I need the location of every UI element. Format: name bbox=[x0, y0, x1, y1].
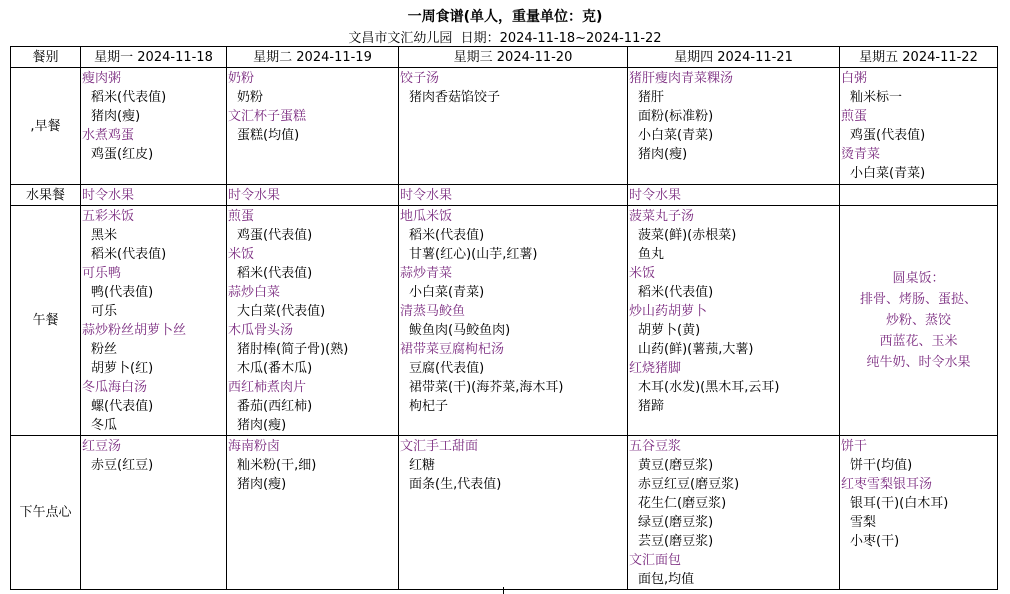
dish-name: 五谷豆浆 bbox=[629, 439, 682, 454]
ingredient-item: 猪蹄 bbox=[638, 399, 665, 414]
ingredient-item: 螺(代表值) bbox=[91, 399, 154, 414]
ingredient-item: 银耳(干)(白木耳) bbox=[850, 496, 949, 511]
ingredient-item: 籼米粉(干,细) bbox=[237, 458, 317, 473]
dish-name: 蒜炒粉丝胡萝卜丝 bbox=[82, 323, 187, 338]
dish-name: 西红柿煮肉片 bbox=[228, 380, 307, 395]
dish-list bbox=[628, 436, 839, 589]
dish-name: 文汇面包 bbox=[629, 553, 682, 568]
dish-list bbox=[399, 206, 627, 416]
ingredient-item: 冬瓜 bbox=[91, 418, 118, 433]
menu-cell bbox=[399, 185, 628, 206]
dish-name: 文汇手工甜面 bbox=[400, 439, 479, 454]
ingredient-item: 赤豆(红豆) bbox=[91, 458, 154, 473]
ingredient-item: 可乐 bbox=[91, 304, 118, 319]
dish-name: 冬瓜海白汤 bbox=[82, 380, 148, 395]
dish-name: 煎蛋 bbox=[228, 209, 255, 224]
ingredient-item: 稻米(代表值) bbox=[237, 266, 313, 281]
dish-name: 奶粉 bbox=[228, 71, 255, 86]
menu-cell bbox=[227, 436, 399, 590]
ingredient-item: 花生仁(磨豆浆) bbox=[638, 496, 727, 511]
page-title: 一周食谱(单人，重量单位：克) bbox=[407, 9, 603, 25]
date-info bbox=[461, 31, 662, 46]
ingredient-item: 小白菜(青菜) bbox=[409, 285, 485, 300]
dish-list bbox=[81, 185, 226, 205]
dish-name: 饼干 bbox=[841, 439, 868, 454]
dish-name: 蒜炒白菜 bbox=[228, 285, 281, 300]
dish-list bbox=[840, 436, 997, 551]
ingredient-item: 鸡蛋(代表值) bbox=[237, 228, 313, 243]
page-subtitle bbox=[0, 27, 1010, 46]
ingredient-item: 木瓜(番木瓜) bbox=[237, 361, 313, 376]
ingredient-item: 红糖 bbox=[409, 458, 436, 473]
dish-list bbox=[81, 206, 226, 435]
meal-label-lunch: 午餐 bbox=[11, 206, 81, 436]
meal-label-breakfast: ,早餐 bbox=[11, 68, 81, 185]
dish-name: 时令水果 bbox=[82, 188, 135, 203]
ingredient-item: 黄豆(磨豆浆) bbox=[638, 458, 714, 473]
day-header-tue: 星期二 2024-11-19 bbox=[227, 47, 399, 68]
dish-name: 海南粉卤 bbox=[228, 439, 281, 454]
ingredient-item: 猪肉(瘦) bbox=[91, 109, 141, 124]
dish-list bbox=[81, 436, 226, 475]
menu-cell bbox=[628, 206, 840, 436]
menu-cell bbox=[628, 436, 840, 590]
dish-name: 白粥 bbox=[841, 71, 868, 86]
ingredient-item: 黑米 bbox=[91, 228, 118, 243]
dish-list bbox=[399, 436, 627, 494]
ingredient-item: 奶粉 bbox=[237, 90, 264, 105]
ingredient-item: 籼米标一 bbox=[850, 90, 903, 105]
breakfast-row bbox=[11, 68, 998, 185]
ingredient-item: 胡萝卜(红) bbox=[91, 361, 154, 376]
ingredient-item: 鱼丸 bbox=[638, 247, 665, 262]
ingredient-item: 鸡蛋(红皮) bbox=[91, 147, 154, 162]
dish-name: 裙带菜豆腐枸杞汤 bbox=[400, 342, 505, 357]
dish-name: 瘦肉粥 bbox=[82, 71, 122, 86]
combo-meal-cell bbox=[840, 206, 998, 436]
day-header-wed: 星期三 2024-11-20 bbox=[399, 47, 628, 68]
meal-column-header: 餐别 bbox=[11, 47, 81, 68]
menu-cell bbox=[628, 185, 840, 206]
dish-list bbox=[81, 68, 226, 164]
dish-list bbox=[227, 68, 398, 145]
ingredient-item: 木耳(水发)(黑木耳,云耳) bbox=[638, 380, 780, 395]
ingredient-item: 稻米(代表值) bbox=[91, 90, 167, 105]
meal-label-snack: 下午点心 bbox=[11, 436, 81, 590]
menu-cell bbox=[840, 185, 998, 206]
ingredient-item: 山药(鲜)(薯蓣,大薯) bbox=[638, 342, 754, 357]
dish-name: 清蒸马鲛鱼 bbox=[400, 304, 466, 319]
ingredient-item: 小白菜(青菜) bbox=[850, 166, 926, 181]
ingredient-item: 小枣(干) bbox=[850, 534, 900, 549]
dish-list bbox=[628, 68, 839, 164]
dish-name: 蒜炒青菜 bbox=[400, 266, 453, 281]
menu-cell bbox=[399, 68, 628, 185]
ingredient-item: 豆腐(代表值) bbox=[409, 361, 485, 376]
day-header-thu: 星期四 2024-11-21 bbox=[628, 47, 840, 68]
dish-name: 菠菜丸子汤 bbox=[629, 209, 695, 224]
dish-name: 地瓜米饭 bbox=[400, 209, 453, 224]
ingredient-item: 裙带菜(干)(海芥菜,海木耳) bbox=[409, 380, 564, 395]
meal-label-fruit: 水果餐 bbox=[11, 185, 81, 206]
menu-cell bbox=[840, 68, 998, 185]
ingredient-item: 甘薯(红心)(山芋,红薯) bbox=[409, 247, 538, 262]
dish-list bbox=[227, 185, 398, 205]
menu-cell bbox=[81, 436, 227, 590]
dish-name: 木瓜骨头汤 bbox=[228, 323, 294, 338]
ingredient-item: 蛋糕(均值) bbox=[237, 128, 300, 143]
ingredient-item: 猪肉(瘦) bbox=[237, 477, 287, 492]
ingredient-item: 芸豆(磨豆浆) bbox=[638, 534, 714, 549]
dish-name: 米饭 bbox=[228, 247, 255, 262]
dish-list bbox=[399, 68, 627, 107]
date-range: 2024-11-18~2024-11-22 bbox=[499, 31, 662, 46]
ingredient-item: 猪肉(瘦) bbox=[237, 418, 287, 433]
ingredient-item: 番茄(西红柿) bbox=[237, 399, 313, 414]
dish-list bbox=[227, 436, 398, 494]
ingredient-item: 小白菜(青菜) bbox=[638, 128, 714, 143]
dish-name: 猪肝瘦肉青菜粿汤 bbox=[629, 71, 734, 86]
menu-cell bbox=[628, 68, 840, 185]
dish-name: 时令水果 bbox=[400, 188, 453, 203]
ingredient-item: 雪梨 bbox=[850, 515, 877, 530]
table-header-row bbox=[11, 47, 998, 68]
dish-name: 水煮鸡蛋 bbox=[82, 128, 135, 143]
ingredient-item: 鸡蛋(代表值) bbox=[850, 128, 926, 143]
menu-cell bbox=[227, 68, 399, 185]
dish-name: 红豆汤 bbox=[82, 439, 122, 454]
ingredient-item: 面粉(标准粉) bbox=[638, 109, 714, 124]
menu-cell bbox=[81, 185, 227, 206]
dish-name: 红枣雪梨银耳汤 bbox=[841, 477, 933, 492]
ingredient-item: 猪肝 bbox=[638, 90, 665, 105]
ingredient-item: 稻米(代表值) bbox=[91, 247, 167, 262]
ingredient-item: 面条(生,代表值) bbox=[409, 477, 502, 492]
school-name: 文昌市文汇幼儿园 bbox=[348, 31, 453, 46]
dish-name: 米饭 bbox=[629, 266, 656, 281]
dish-list bbox=[840, 68, 997, 183]
dish-name: 炒山药胡萝卜 bbox=[629, 304, 708, 319]
menu-cell bbox=[227, 206, 399, 436]
dish-name: 红烧猪脚 bbox=[629, 361, 682, 376]
dish-name: 饺子汤 bbox=[400, 71, 440, 86]
dish-name: 文汇杯子蛋糕 bbox=[228, 109, 307, 124]
ingredient-item: 鲅鱼肉(马鲛鱼肉) bbox=[409, 323, 511, 338]
ingredient-item: 绿豆(磨豆浆) bbox=[638, 515, 714, 530]
dish-name: 时令水果 bbox=[228, 188, 281, 203]
ingredient-item: 猪肉(瘦) bbox=[638, 147, 688, 162]
weekly-menu-table bbox=[10, 46, 998, 590]
day-header-fri: 星期五 2024-11-22 bbox=[840, 47, 998, 68]
ingredient-item: 大白菜(代表值) bbox=[237, 304, 326, 319]
day-header-mon: 星期一 2024-11-18 bbox=[81, 47, 227, 68]
ingredient-item: 猪肉香菇馅饺子 bbox=[409, 90, 501, 105]
dish-list bbox=[628, 206, 839, 416]
ingredient-item: 猪肘棒(简子骨)(熟) bbox=[237, 342, 349, 357]
dish-name: 五彩米饭 bbox=[82, 209, 135, 224]
ingredient-item: 粉丝 bbox=[91, 342, 118, 357]
menu-cell bbox=[399, 206, 628, 436]
ingredient-item: 枸杞子 bbox=[409, 399, 449, 414]
date-label: 日期： bbox=[460, 31, 500, 46]
ingredient-item: 面包,均值 bbox=[638, 572, 695, 587]
ingredient-item: 稻米(代表值) bbox=[409, 228, 485, 243]
menu-cell bbox=[227, 185, 399, 206]
page-edge-mark bbox=[503, 587, 504, 594]
ingredient-item: 鸭(代表值) bbox=[91, 285, 154, 300]
snack-row bbox=[11, 436, 998, 590]
ingredient-item: 菠菜(鲜)(赤根菜) bbox=[638, 228, 737, 243]
dish-list bbox=[227, 206, 398, 435]
ingredient-item: 饼干(均值) bbox=[850, 458, 913, 473]
fruit-row bbox=[11, 185, 998, 206]
menu-cell bbox=[840, 436, 998, 590]
combo-line: 纯牛奶、时令水果 bbox=[866, 355, 971, 370]
ingredient-item: 赤豆红豆(磨豆浆) bbox=[638, 477, 740, 492]
combo-label: 圆桌饭： bbox=[892, 271, 945, 286]
dish-list bbox=[399, 185, 627, 205]
menu-cell bbox=[81, 206, 227, 436]
combo-line: 炒粉、蒸饺 bbox=[885, 313, 951, 328]
dish-list bbox=[628, 185, 839, 205]
dish-name: 烫青菜 bbox=[841, 147, 881, 162]
lunch-row bbox=[11, 206, 998, 436]
dish-name: 煎蛋 bbox=[841, 109, 868, 124]
dish-name: 时令水果 bbox=[629, 188, 682, 203]
ingredient-item: 胡萝卜(黄) bbox=[638, 323, 701, 338]
dish-name: 可乐鸭 bbox=[82, 266, 122, 281]
menu-cell bbox=[81, 68, 227, 185]
menu-cell bbox=[399, 436, 628, 590]
combo-line: 西蓝花、玉米 bbox=[879, 334, 958, 349]
ingredient-item: 稻米(代表值) bbox=[638, 285, 714, 300]
combo-line: 排骨、烤肠、蛋挞、 bbox=[859, 292, 977, 307]
